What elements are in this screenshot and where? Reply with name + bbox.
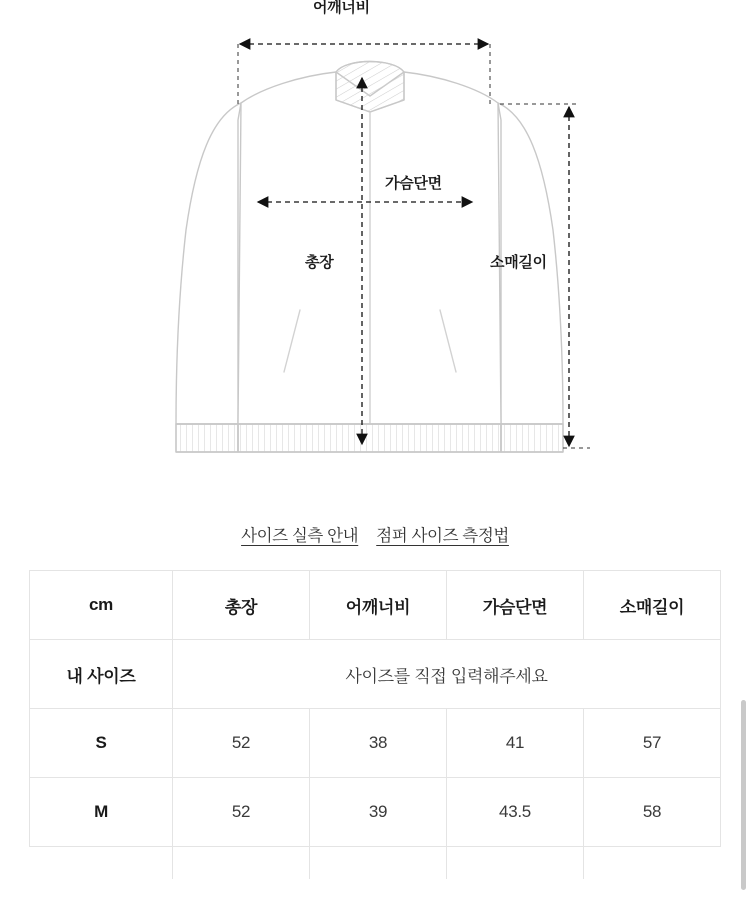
guide-links xyxy=(0,522,750,546)
jumper-measure-guide-link[interactable]: 점퍼 사이즈 측정법 xyxy=(376,527,509,545)
scrollbar-thumb[interactable] xyxy=(741,700,746,890)
table-header-sleeve-length: 소매길이 xyxy=(584,571,721,640)
size-table xyxy=(29,570,721,879)
partial-cell xyxy=(173,847,310,880)
size-label-m: M xyxy=(30,778,173,847)
cell-s-chest-width: 41 xyxy=(447,709,584,778)
cell-s-shoulder-width: 38 xyxy=(310,709,447,778)
table-header-unit: cm xyxy=(30,571,173,640)
cell-m-total-length: 52 xyxy=(173,778,310,847)
my-size-input[interactable]: 사이즈를 직접 입력해주세요 xyxy=(173,640,721,709)
partial-cell xyxy=(447,847,584,880)
label-total-length: 총장 xyxy=(305,254,334,271)
cell-s-sleeve-length: 57 xyxy=(584,709,721,778)
cell-m-shoulder-width: 39 xyxy=(310,778,447,847)
partial-cell xyxy=(584,847,721,880)
table-row xyxy=(30,709,721,778)
label-chest-width: 가슴단면 xyxy=(385,175,442,192)
size-measure-guide-link[interactable]: 사이즈 실측 안내 xyxy=(241,527,359,545)
page-scrollbar[interactable] xyxy=(743,0,748,919)
size-label-s: S xyxy=(30,709,173,778)
table-row xyxy=(30,778,721,847)
cell-s-total-length: 52 xyxy=(173,709,310,778)
label-shoulder-width: 어깨너비 xyxy=(313,0,370,16)
table-row-partial xyxy=(30,847,721,880)
partial-cell xyxy=(310,847,447,880)
partial-cell xyxy=(30,847,173,880)
table-header-chest-width: 가슴단면 xyxy=(447,571,584,640)
table-header-shoulder-width: 어깨너비 xyxy=(310,571,447,640)
my-size-label: 내 사이즈 xyxy=(30,640,173,709)
table-header-row xyxy=(30,571,721,640)
label-sleeve-length: 소매길이 xyxy=(490,254,547,271)
cell-m-sleeve-length: 58 xyxy=(584,778,721,847)
my-size-row[interactable] xyxy=(30,640,721,709)
table-header-total-length: 총장 xyxy=(173,571,310,640)
cell-m-chest-width: 43.5 xyxy=(447,778,584,847)
